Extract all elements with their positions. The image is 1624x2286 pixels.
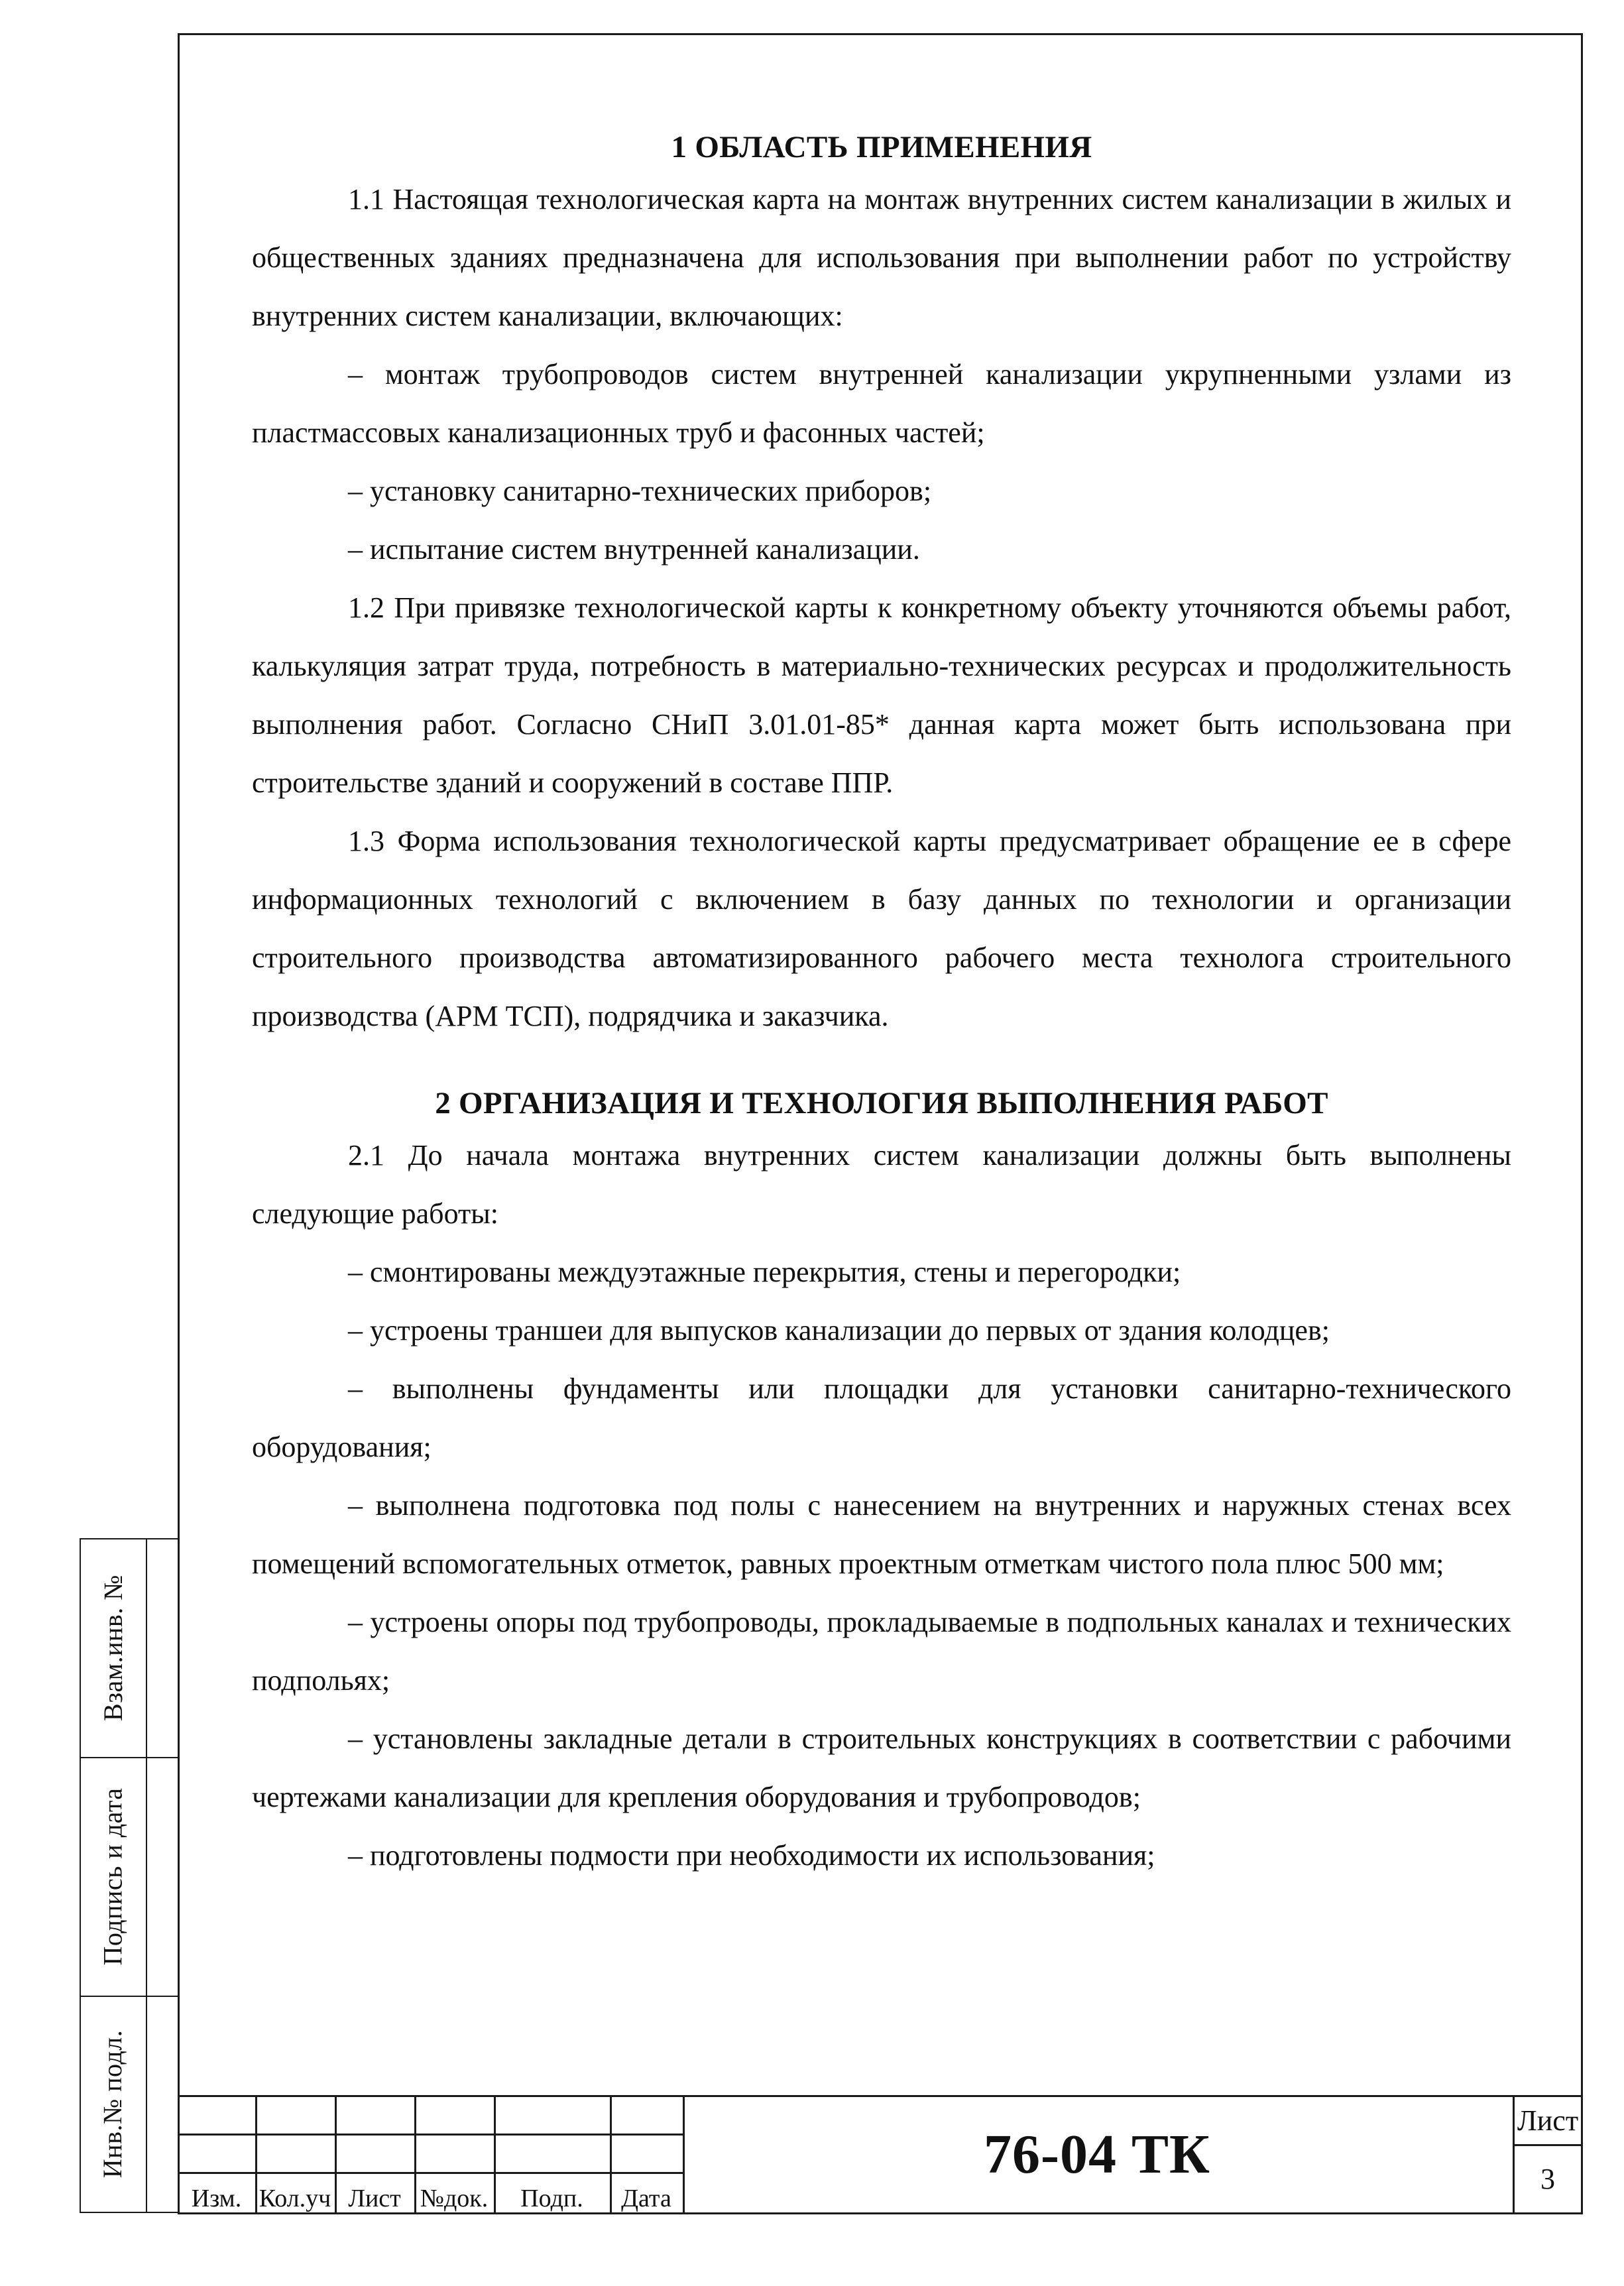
side-stamp-bottom-line [80, 2212, 178, 2213]
list-item: – выполнены фундаменты или площадки для установки санитарно-технического оборудования; [252, 1372, 1511, 1463]
list-item: – установлены закладные детали в строительных конструкциях в соответствии с рабочими чертежами канализации для крепления оборудования и трубопроводов; [252, 1722, 1511, 1813]
side-stamp [80, 1538, 178, 2213]
paragraph-2-1: 2.1 До начала монтажа внутренних систем канализации должны быть выполнены следующие работы: [252, 1139, 1511, 1230]
inv-replacement-label: Взам.инв. № [97, 1574, 128, 1721]
side-stamp-cell-inv-original [80, 1996, 146, 2212]
title-block-row-line-2 [178, 2172, 683, 2174]
list-item: – монтаж трубопроводов систем внутренней канализации укрупненными узлами из пластмассовых канализационных труб и фасонных частей; [252, 358, 1511, 449]
signature-date-label: Подпись и дата [97, 1787, 128, 1966]
paragraph-1-3: 1.3 Форма использования технологической карты предусматривает обращение ее в сфере информационных технологий с включением в базу данных по технологии и организации строительного производства автоматизированного рабочего места технолога строительного производства (АРМ ТСП), подрядчика и заказчика. [252, 825, 1511, 1032]
section-2-title: 2 ОРГАНИЗАЦИЯ И ТЕХНОЛОГИЯ ВЫПОЛНЕНИЯ РАБОТ [435, 1086, 1328, 1120]
column-label-signature: Подп. [520, 2185, 583, 2212]
list-item: – устроены траншеи для выпусков канализации до первых от здания колодцев; [348, 1314, 1330, 1347]
list-item: – выполнена подготовка под полы с нанесением на внутренних и наружных стенах всех помещений вспомогательных отметок, равных проектным отметкам чистого пола плюс 500 мм; [252, 1489, 1511, 1580]
title-block-row-line-1 [178, 2134, 683, 2136]
side-stamp-cell-signature-date [80, 1757, 146, 1996]
list-item: – смонтированы междуэтажные перекрытия, стены и перегородки; [348, 1256, 1181, 1288]
side-stamp-divider [146, 1538, 147, 2213]
column-label-doc-number: №док. [420, 2185, 489, 2212]
side-stamp-cell-inv-replacement [80, 1538, 146, 1757]
column-label-sheet: Лист [348, 2185, 401, 2212]
paragraph-1-1: 1.1 Настоящая технологическая карта на монтаж внутренних систем канализации в жилых и общественных зданиях предназначена для использования при выполнении работ по устройству внутренних систем канализации, включающих: [252, 183, 1511, 332]
paragraph-1-2: 1.2 При привязке технологической карты к конкретному объекту уточняются объемы работ, калькуляция затрат труда, потребность в материально-технических ресурсах и продолжительность выполнения работ. Согласно СНиП 3.01.01-85* данная карта может быть использована при строительстве зданий и сооружений в составе ППР. [252, 591, 1511, 799]
sheet-number: 3 [1540, 2162, 1555, 2195]
column-label-quantity: Кол.уч [259, 2185, 331, 2212]
column-label-change: Изм. [191, 2185, 242, 2212]
inv-original-label: Инв.№ подл. [97, 2029, 128, 2178]
list-item: – подготовлены подмости при необходимости их использования; [348, 1839, 1155, 1872]
list-item: – испытание систем внутренней канализации. [348, 533, 920, 566]
document-code: 76-04 ТК [984, 2123, 1210, 2185]
list-item: – устроены опоры под трубопроводы, прокладываемые в подпольных каналах и технических подпольях; [252, 1606, 1511, 1697]
list-item: – установку санитарно-технических приборов; [348, 475, 932, 507]
section-1-title: 1 ОБЛАСТЬ ПРИМЕНЕНИЯ [671, 130, 1092, 164]
column-label-date: Дата [621, 2185, 671, 2212]
sheet-label: Лист [1517, 2104, 1579, 2137]
document-body [252, 119, 1511, 1885]
